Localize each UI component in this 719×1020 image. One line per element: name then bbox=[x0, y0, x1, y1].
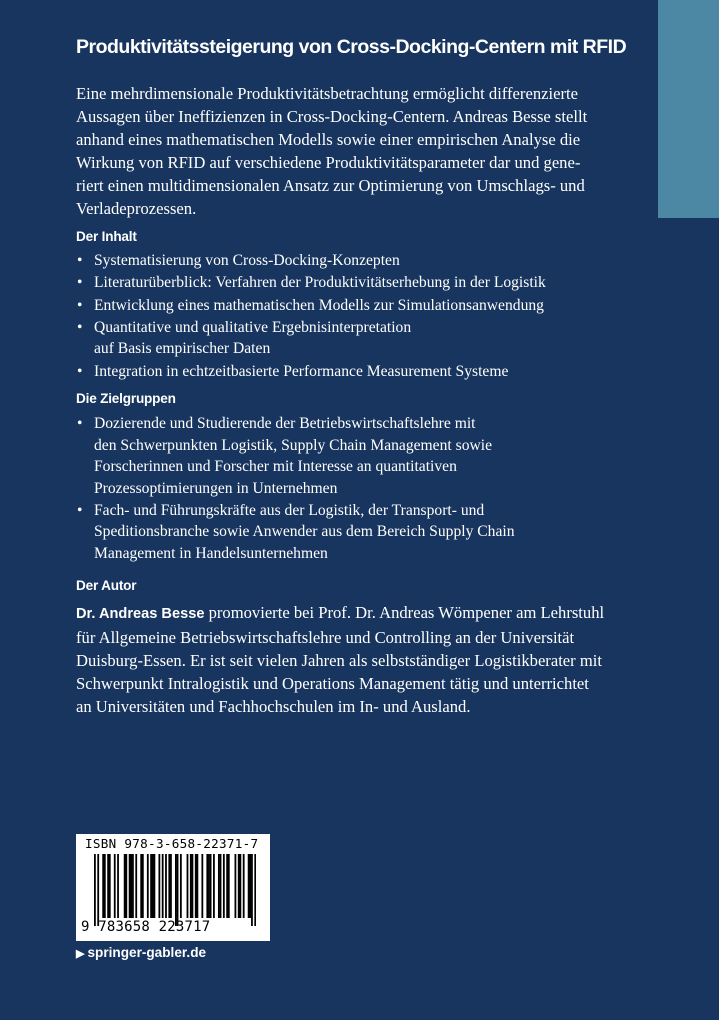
triangle-right-icon: ▶ bbox=[76, 948, 85, 960]
barcode-bar bbox=[210, 854, 212, 918]
barcode-bar bbox=[125, 854, 127, 918]
autor-heading: Der Autor bbox=[76, 578, 137, 593]
barcode-bar bbox=[218, 854, 220, 918]
barcode-bar bbox=[130, 854, 132, 918]
color-tab bbox=[658, 0, 719, 218]
barcode-bar bbox=[206, 854, 208, 918]
list-item: • Integration in echtzeitbasierte Performance Measurement Systeme bbox=[76, 361, 546, 383]
barcode-bar bbox=[223, 854, 225, 918]
barcode-bar bbox=[168, 854, 170, 918]
barcode-bar bbox=[150, 854, 152, 918]
zielgruppen-list bbox=[76, 413, 515, 565]
intro-line: Verladeprozessen. bbox=[76, 199, 197, 218]
barcode-bar bbox=[117, 854, 119, 918]
author-line: Schwerpunkt Intralogistik und Operations Management tätig und unterrichtet bbox=[76, 674, 589, 693]
barcode-bar bbox=[94, 854, 96, 926]
barcode-bar bbox=[238, 854, 240, 918]
intro-line: Aussagen über Ineffizienzen in Cross-Docking-Centern. Andreas Besse stellt bbox=[76, 107, 588, 126]
barcode-bar bbox=[109, 854, 111, 918]
barcode-bar bbox=[135, 854, 137, 918]
inhalt-heading: Der Inhalt bbox=[76, 229, 137, 244]
publisher-link[interactable] bbox=[76, 945, 206, 960]
barcode-digits: 9 783658 223717 bbox=[81, 919, 211, 935]
intro-line: Eine mehrdimensionale Produktivitätsbetrachtung ermöglicht differenzierte bbox=[76, 84, 578, 103]
barcode-bar bbox=[195, 854, 197, 918]
list-item: • Entwicklung eines mathematischen Modells zur Simulationsanwendung bbox=[76, 295, 546, 317]
intro-line: anhand eines mathematischen Modells sowie einer empirischen Analyse die bbox=[76, 130, 581, 149]
barcode-bar bbox=[152, 854, 154, 918]
barcode-bar bbox=[147, 854, 149, 918]
barcode-bar bbox=[180, 854, 182, 918]
barcode-bar bbox=[251, 854, 253, 926]
barcode-bar bbox=[249, 854, 251, 918]
author-name: Dr. Andreas Besse bbox=[76, 606, 205, 622]
barcode-bar bbox=[132, 854, 134, 918]
isbn-label: ISBN 978-3-658-22371-7 bbox=[85, 836, 259, 851]
barcode-bar bbox=[170, 854, 172, 918]
barcode-bar bbox=[239, 854, 241, 918]
list-item: • Literaturüberblick: Verfahren der Produktivitätserhebung in der Logistik bbox=[76, 272, 546, 294]
barcode-bar bbox=[158, 854, 160, 918]
barcode-bar bbox=[254, 854, 256, 926]
intro-paragraph bbox=[76, 82, 658, 220]
author-line: Duisburg-Essen. Er ist seit vielen Jahren als selbstständiger Logistikberater mit bbox=[76, 651, 602, 670]
barcode-bar bbox=[213, 854, 215, 918]
barcode-bar bbox=[228, 854, 230, 918]
intro-line: Wirkung von RFID auf verschiedene Produktivitätsparameter dar und gene- bbox=[76, 153, 581, 172]
author-line: für Allgemeine Betriebswirtschaftslehre und Controlling an der Universität bbox=[76, 628, 575, 647]
barcode-bar bbox=[104, 854, 106, 918]
publisher-url: springer-gabler.de bbox=[87, 945, 207, 960]
zielgruppen-heading: Die Zielgruppen bbox=[76, 391, 176, 406]
barcode-bar bbox=[142, 854, 144, 918]
barcode-bar bbox=[114, 854, 116, 918]
barcode-bar bbox=[102, 854, 104, 918]
barcode-bar bbox=[124, 854, 126, 918]
list-item: • Fach- und Führungskräfte aus der Logistik, der Transport- und Speditionsbranche sowie Anwender aus dem Bereich Supply Chain Management in Handelsunternehmen bbox=[76, 500, 515, 565]
author-paragraph bbox=[76, 601, 658, 718]
barcode-bar bbox=[129, 854, 131, 918]
list-item: • Dozierende und Studierende der Betriebswirtschaftslehre mit den Schwerpunkten Logistik, Supply Chain Management sowie Forscherinnen und Forscher mit Interesse an quantitativen Prozessoptimierungen in Unternehmen bbox=[76, 413, 515, 499]
barcode-bars bbox=[94, 854, 256, 926]
barcode-bar bbox=[140, 854, 142, 918]
barcode-bar bbox=[177, 854, 179, 926]
list-item: • Quantitative und qualitative Ergebnisinterpretation auf Basis empirischer Daten bbox=[76, 317, 546, 360]
inhalt-list bbox=[76, 250, 546, 383]
barcode-bar bbox=[243, 854, 245, 918]
barcode-bar bbox=[248, 854, 250, 918]
barcode-bar bbox=[220, 854, 222, 918]
barcode-bar bbox=[187, 854, 189, 918]
author-line: an Universitäten und Fachhochschulen im In- und Ausland. bbox=[76, 697, 471, 716]
barcode-bar bbox=[196, 854, 198, 918]
barcode-bar bbox=[165, 854, 167, 918]
barcode-bar bbox=[235, 854, 237, 918]
barcode-bar bbox=[208, 854, 210, 918]
isbn-barcode bbox=[76, 834, 270, 941]
barcode-bar bbox=[107, 854, 109, 918]
barcode-bar bbox=[226, 854, 228, 918]
barcode-bar bbox=[97, 854, 99, 926]
barcode-bar bbox=[192, 854, 194, 918]
barcode-bar bbox=[175, 854, 177, 926]
book-title: Produktivitätssteigerung von Cross-Docking-Centern mit RFID bbox=[76, 36, 627, 58]
list-item: • Systematisierung von Cross-Docking-Konzepten bbox=[76, 250, 546, 272]
barcode-bar bbox=[201, 854, 203, 918]
barcode-bar bbox=[154, 854, 156, 918]
author-line: promovierte bei Prof. Dr. Andreas Wömpener am Lehrstuhl bbox=[204, 603, 605, 622]
barcode-bar bbox=[162, 854, 164, 918]
intro-line: riert einen multidimensionalen Ansatz zur Optimierung von Umschlags- und bbox=[76, 176, 585, 195]
barcode-bar bbox=[190, 854, 192, 918]
